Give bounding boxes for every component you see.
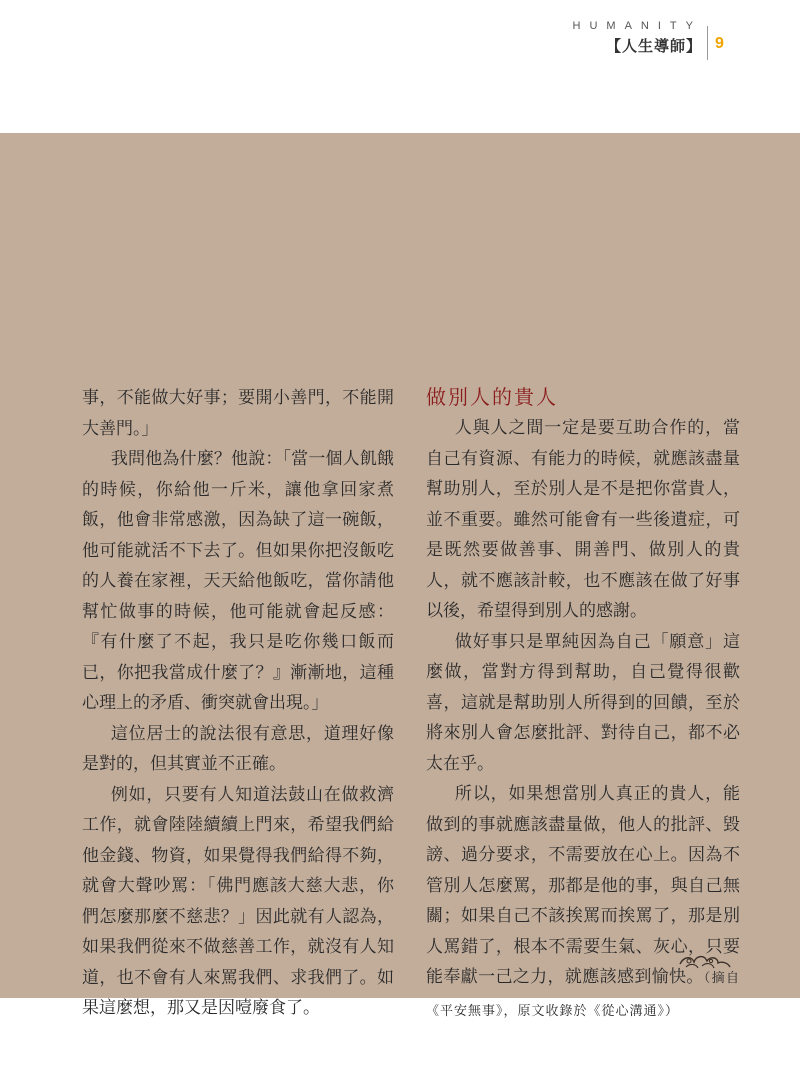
magazine-kicker: HUMANITY xyxy=(572,20,702,32)
paragraph: 做好事只是單純因為自己「願意」這麼做，當對方得到幫助，自己覺得很歡喜，這就是幫助別人所得到的回饋，至於將來別人會怎麼批評、對待自己，都不必太在乎。 xyxy=(426,631,740,774)
paragraph: 這位居士的說法很有意思，道理好像是對的，但其實並不正確。 xyxy=(82,723,394,774)
section-title: 【人生導師】 xyxy=(605,38,702,55)
page-number: 9 xyxy=(715,35,724,52)
left-column xyxy=(82,383,394,1024)
right-column xyxy=(426,382,740,1027)
citation: （摘自《平安無事》，原文收錄於《從心溝通》） xyxy=(426,971,740,1019)
cloud-ornament-icon xyxy=(676,948,734,974)
header-divider xyxy=(707,26,708,60)
paragraph: 我問他為什麼？他說：「當一個人飢餓的時候，你給他一斤米，讓他拿回家煮飯，他會非常感激，因為缺了這一碗飯，他可能就活不下去了。但如果你把沒飯吃的人養在家裡，天天給他飯吃，當你請他幫忙做事的時候，他可能就會起反感：『有什麼了不起，我只是吃你幾口飯而已，你把我當成什麼了？』漸漸地，這種心理上的矛盾、衝突就會出現。」 xyxy=(82,449,394,713)
paragraph-text: 所以，如果想當別人真正的貴人，能做到的事就應該盡量做，他人的批評、毀謗、過分要求，不需要放在心上。因為不管別人怎麼罵，那都是他的事，與自己無關；如果自己不該挨罵而挨罵了，那是別人罵錯了，根本不需要生氣、灰心，只要能奉獻一己之力，就應該感到愉快。 xyxy=(426,784,740,987)
paragraph xyxy=(426,779,740,1027)
paragraph: 人與人之間一定是要互助合作的，當自己有資源、有能力的時候，就應該盡量幫助別人，至於別人是不是把你當貴人，並不重要。雖然可能會有一些後遺症，可是既然要做善事、開善門、做別人的貴人，就不應該計較，也不應該在做了好事以後，希望得到別人的感謝。 xyxy=(426,418,740,621)
running-header xyxy=(573,20,702,56)
paragraph: 例如，只要有人知道法鼓山在做救濟工作，就會陸陸續續上門來，希望我們給他金錢、物資，如果覺得我們給得不夠，就會大聲吵罵：「佛門應該大慈大悲，你們怎麼那麼不慈悲？」因此就有人認為，如果我們從來不做慈善工作，就沒有人知道，也不會有人來罵我們、求我們了。如果這麼想，那又是因噎廢食了。 xyxy=(82,784,394,1018)
subheading: 做別人的貴人 xyxy=(426,385,558,409)
paragraph: 事，不能做大好事；要開小善門，不能開大善門。」 xyxy=(82,388,394,439)
